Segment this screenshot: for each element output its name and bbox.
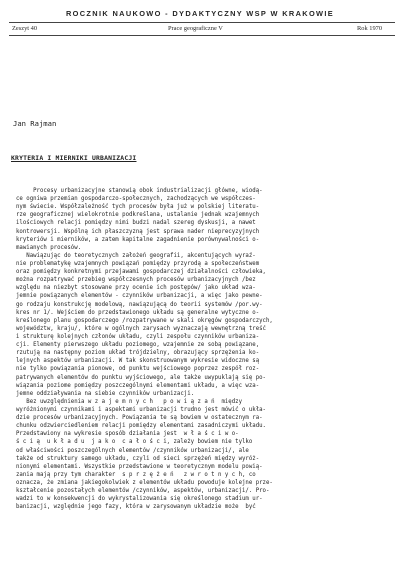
text-line: dzie procesów urbanizacyjnych. Powiązania te są bowiem w ostatecznym ra- xyxy=(16,415,263,422)
text-line: od właściwości poszczególnych elementów /czynników urbanizacji/, ale xyxy=(16,447,249,454)
text-line: mawianych procesów. xyxy=(16,244,82,251)
header-rule-bottom xyxy=(9,35,395,36)
text-line: można rozpatrywać przebieg współczesnych procesów urbanizacyjnych /bez xyxy=(16,277,256,284)
text-line: cji. Elementy pierwszego układu poziomego, wzajemnie ze sobą powiązane, xyxy=(16,342,260,349)
text-line: kreślonego planu gospodarczego /rozpatrywane w skali okręgów gospodarczych, xyxy=(16,317,273,324)
text-line: oraz pomiędzy konkretnymi przejawami gospodarczej działalności człowieka, xyxy=(16,269,266,276)
text-line: jemne oddziaływania na siebie czynników urbanizacji. xyxy=(16,390,195,397)
issue-label: Zeszyt 40 xyxy=(12,25,38,32)
text-line: rzutują na następny poziom układ trójdzielny, obrazujący sprzężenia ko- xyxy=(16,350,260,357)
text-line: kryteriów i mierników, a zatem kapitalne zagadnienie porównywalności o- xyxy=(16,236,260,243)
text-line: ilościowych relacji pomiędzy nimi budzi nadal szereg dyskusji, a nawet xyxy=(16,220,256,227)
text-line: kształcenie pozostałych elementów /czynników, aspektów, urbanizacji/. Pro- xyxy=(16,488,270,495)
text-line: zania mają przy tym charakter s p r z ę ż e ń z w r o t n y c h, co xyxy=(16,471,256,478)
text-line: kontrowersji. Wspólną ich płaszczyzną jest sprawa nader nieprecyzyjnych xyxy=(16,228,260,235)
text-line: oznacza, że zmiana jakiegokolwiek z elementów układu powoduje kolejne prze- xyxy=(16,479,273,486)
text-line: nie tylko powiązania pionowe, od punktu wejściowego poprzez zespół roz- xyxy=(16,366,260,373)
text-line: wiązania poziome pomiędzy poszczególnymi elementami układu, a więc wza- xyxy=(16,382,260,389)
text-line: chunku odzwierciedleniem relacji pomiędzy elementami zasadniczymi układu. xyxy=(16,423,266,430)
article-title: KRYTERIA I MIERNIKI URBANIZACJI xyxy=(11,154,137,162)
text-line: go rodzaju konstrukcję modelową, nawiązującą do teorii systemów /por.wy- xyxy=(16,301,263,308)
text-line: nym świecie. Współzależność tych procesów była już w polskiej literatu- xyxy=(16,204,260,211)
text-line: ś c i ą u k ł a d u j a k o c a ł o ś c i, zależy bowiem nie tylko xyxy=(16,439,253,446)
text-line: wyróżnionymi czynnikami i aspektami urbanizacji trudno jest mówić o ukła- xyxy=(16,406,266,413)
text-line: nie problematykę wzajemnych powiązań pomiędzy przyrodą a społeczeństwem xyxy=(16,260,260,267)
text-line: jemnie powiązanych elementów - czynników urbanizacji, a więc jako pewne- xyxy=(16,293,263,300)
text-line: rze geograficznej wielokrotnie podkreślana, ustalanie jednak wzajemnych xyxy=(16,212,260,219)
text-line: wadzi to w konsekwencji do wykrystalizowania się określonego stadium ur- xyxy=(16,496,263,503)
journal-title: ROCZNIK NAUKOWO - DYDAKTYCZNY WSP W KRAKOWIE xyxy=(65,9,335,18)
text-line: lejnych aspektów urbanizacji. W tak skonstruowanym wykresie widoczne są xyxy=(16,358,260,365)
paragraph xyxy=(16,398,396,512)
text-line: patrywanych elementów do punktu wyjściowego, ale także uwypuklają się po- xyxy=(16,374,266,381)
text-line: także od struktury samego układu, czyli od sieci sprzężeń między wyróż- xyxy=(16,455,260,462)
text-line: kres nr 1/. Wejściem do przedstawionego układu są generalne wytyczne o- xyxy=(16,309,260,316)
author-name: Jan Rajman xyxy=(13,119,57,128)
article-body xyxy=(16,187,396,511)
text-line: względu na niezbyt stosowane przy ocenie ich postępów/ jako układ wza- xyxy=(16,285,256,292)
paragraph xyxy=(16,187,396,252)
text-line: Przedstawiony na wykresie sposób działania jest w ł a ś c i w o- xyxy=(16,431,239,438)
text-line: Bez uwzględnienia w z a j e m n y c h p o w i ą z a ń między xyxy=(16,398,242,405)
text-line: banizacji, względnie jego fazy, która w zarysowanym układzie może być xyxy=(16,504,256,511)
text-line: województw, kraju/, które w ogólnych zarysach wyznaczają wewnętrzną treść xyxy=(16,325,266,332)
series-label: Prace geograficzne V xyxy=(168,25,223,32)
year-label: Rok 1970 xyxy=(357,25,383,32)
text-line: ce ogniwa przemian gospodarczo-społecznych, zachodzących we współczes- xyxy=(16,196,256,203)
paragraph xyxy=(16,252,396,398)
text-line: Procesy urbanizacyjne stanowią obok industrializacji główne, wiodą- xyxy=(16,188,263,194)
header-rule-top xyxy=(9,22,395,23)
text-line: i strukturę kolejnych członów układu, czyli zespołu czynników urbaniza- xyxy=(16,333,260,340)
text-line: nionymi elementami. Wszystkie przedstawione w teoretycznym modelu powią- xyxy=(16,463,263,470)
text-line: Nawiązując do teoretycznych założeń geografii, akcentujących wyraź- xyxy=(16,252,256,259)
